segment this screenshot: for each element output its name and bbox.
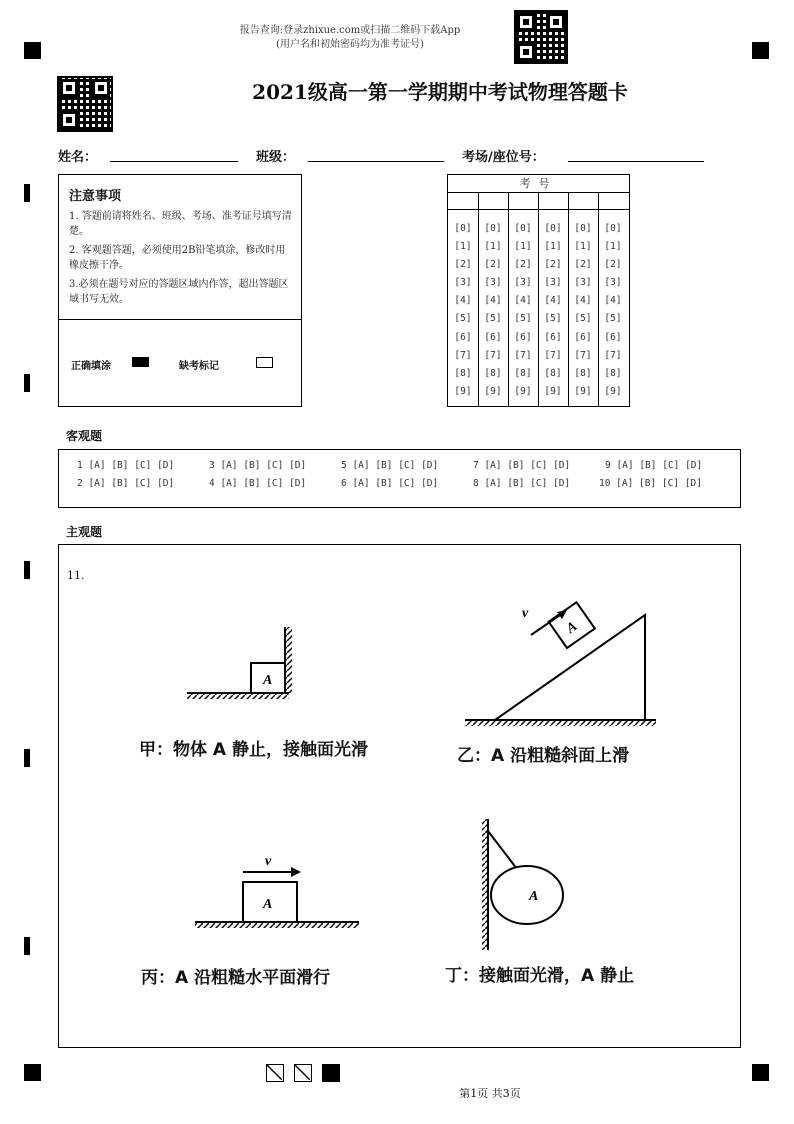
block-a-label: A	[263, 673, 273, 688]
timing-mark	[24, 184, 30, 202]
corner-mark-bottom-right	[752, 1064, 769, 1081]
exam-digit-option[interactable]: [0]	[514, 223, 532, 234]
qr-eye	[60, 79, 78, 97]
class-label: 班级：	[256, 150, 296, 165]
exam-digit-option[interactable]: [9]	[544, 385, 562, 397]
exam-digit-option[interactable]: [6]	[454, 331, 472, 343]
exam-digit-option[interactable]: [3]	[574, 277, 592, 289]
sheet-title: 2021级高一第一学期期中考试物理答题卡	[252, 80, 628, 104]
objective-question[interactable]: 9 [A] [B] [C] [D]	[605, 460, 703, 471]
exam-digit-option[interactable]: [8]	[484, 367, 502, 379]
name-field[interactable]	[110, 147, 238, 162]
corner-mark-bottom-left	[24, 1064, 41, 1081]
exam-digit-option[interactable]: [6]	[604, 331, 622, 343]
objective-question[interactable]: 8 [A] [B] [C] [D]	[473, 478, 571, 489]
figure-bing	[195, 854, 359, 928]
exam-number-header: 考号	[448, 175, 629, 193]
figure-jia	[187, 627, 292, 699]
exam-digit-option[interactable]: [7]	[574, 349, 592, 361]
query-line-1: 报告查询:登录zhixue.com或扫描二维码下载App	[239, 25, 461, 36]
figure-yi	[465, 602, 656, 726]
exam-digit-option[interactable]: [1]	[454, 241, 472, 253]
exam-digit-option[interactable]: [8]	[544, 367, 562, 379]
notice-box	[58, 174, 302, 407]
exam-digit-option[interactable]: [7]	[484, 349, 502, 361]
string	[488, 831, 517, 869]
corner-mark-top-left	[24, 42, 41, 59]
exam-digit-column[interactable]	[568, 220, 598, 401]
exam-digit-option[interactable]: [4]	[574, 295, 592, 307]
exam-digit-option[interactable]: [2]	[514, 259, 532, 271]
qr-eye	[547, 13, 565, 31]
timing-mark	[24, 749, 30, 767]
qr-eye	[517, 43, 535, 61]
exam-digit-option[interactable]: [6]	[574, 331, 592, 343]
correct-fill-label: 正确填涂	[71, 361, 111, 372]
objective-title: 客观题	[66, 429, 103, 443]
exam-digit-option[interactable]: [8]	[604, 367, 622, 379]
timing-mark	[24, 937, 30, 955]
page-mark-box	[266, 1064, 284, 1082]
exam-digit-option[interactable]: [4]	[604, 295, 622, 307]
exam-digit-option[interactable]: [9]	[484, 385, 502, 397]
sheet-qr-code	[57, 76, 113, 132]
exam-digit-option[interactable]: [4]	[484, 295, 502, 307]
exam-digit-option[interactable]: [3]	[604, 277, 622, 289]
correct-fill-sample	[132, 357, 149, 367]
exam-digit-option[interactable]: [3]	[514, 277, 532, 289]
exam-digit-column[interactable]	[598, 220, 628, 401]
exam-digit-option[interactable]: [3]	[544, 277, 562, 289]
caption-yi: 乙：A 沿粗糙斜面上滑	[457, 746, 630, 766]
exam-digit-option[interactable]: [6]	[514, 331, 532, 343]
exam-digit-option[interactable]: [1]	[484, 241, 502, 253]
notice-title: 注意事项	[69, 189, 122, 204]
qr-eye	[60, 111, 78, 129]
exam-digit-column[interactable]	[478, 220, 508, 401]
objective-question[interactable]: 4 [A] [B] [C] [D]	[209, 478, 307, 489]
exam-digit-option[interactable]: [2]	[454, 259, 472, 271]
subjective-title: 主观题	[66, 525, 103, 539]
exam-digit-option[interactable]: [5]	[454, 313, 472, 325]
absent-mark-label: 缺考标记	[179, 361, 219, 372]
exam-digit-option[interactable]: [5]	[514, 313, 532, 325]
notice-item: 2. 客观题答题，必须使用2B铅笔填涂，修改时用橡皮擦干净。	[69, 245, 286, 271]
timing-mark	[24, 561, 30, 579]
exam-digit-option[interactable]: [0]	[574, 223, 592, 234]
subjective-answer-area[interactable]	[58, 544, 741, 1048]
objective-question[interactable]: 7 [A] [B] [C] [D]	[473, 460, 571, 471]
exam-digit-column[interactable]	[448, 220, 478, 401]
page-number: 第1页 共3页	[459, 1087, 521, 1100]
velocity-label: v	[522, 606, 529, 621]
qr-eye	[92, 79, 110, 97]
ball-a-label: A	[529, 889, 539, 904]
exam-digit-option[interactable]: [9]	[604, 385, 622, 397]
exam-digit-option[interactable]: [3]	[484, 277, 502, 289]
exam-digit-option[interactable]: [2]	[604, 259, 622, 271]
block-a	[549, 602, 595, 648]
report-query-note	[210, 24, 490, 52]
exam-digit-option[interactable]: [7]	[544, 349, 562, 361]
velocity-label: v	[265, 854, 272, 869]
query-line-2: (用户名和初始密码均为准考证号)	[276, 39, 424, 50]
exam-digit-option[interactable]: [8]	[454, 367, 472, 379]
seat-label: 考场/座位号：	[462, 150, 545, 165]
page-mark-filled	[322, 1064, 340, 1082]
exam-digit-option[interactable]: [0]	[484, 223, 502, 234]
exam-digit-option[interactable]: [1]	[514, 241, 532, 253]
absent-mark-box[interactable]	[256, 357, 273, 368]
caption-jia: 甲：物体 A 静止，接触面光滑	[139, 740, 368, 760]
exam-digit-option[interactable]: [2]	[484, 259, 502, 271]
block-a-label: A	[263, 897, 273, 912]
corner-mark-top-right	[752, 42, 769, 59]
objective-question[interactable]: 2 [A] [B] [C] [D]	[77, 478, 175, 489]
timing-mark	[24, 374, 30, 392]
exam-digit-option[interactable]: [4]	[514, 295, 532, 307]
exam-digit-option[interactable]: [3]	[454, 277, 472, 289]
exam-digit-option[interactable]: [6]	[484, 331, 502, 343]
exam-digit-option[interactable]: [4]	[454, 295, 472, 307]
exam-digit-column[interactable]	[508, 220, 538, 401]
exam-digit-option[interactable]: [7]	[454, 349, 472, 361]
exam-digit-option[interactable]: [2]	[544, 259, 562, 271]
exam-digit-option[interactable]: [5]	[484, 313, 502, 325]
exam-number-grid	[447, 174, 630, 407]
block-a-label: A	[563, 619, 581, 637]
exam-digit-option[interactable]: [1]	[544, 241, 562, 253]
app-qr-code[interactable]	[514, 10, 568, 64]
figure-ding	[482, 819, 563, 950]
exam-digit-option[interactable]: [9]	[454, 385, 472, 397]
exam-digit-option[interactable]: [4]	[544, 295, 562, 307]
exam-digit-option[interactable]: [5]	[544, 313, 562, 325]
caption-ding: 丁：接触面光滑，A 静止	[445, 966, 635, 986]
page-mark-box	[294, 1064, 312, 1082]
objective-question[interactable]: 5 [A] [B] [C] [D]	[341, 460, 439, 471]
exam-digit-column[interactable]	[538, 220, 568, 401]
exam-digit-option[interactable]: [6]	[544, 331, 562, 343]
question-number: 11.	[67, 569, 85, 582]
exam-digit-option[interactable]: [8]	[574, 367, 592, 379]
objective-answer-area	[58, 449, 741, 508]
seat-field[interactable]	[568, 147, 704, 162]
qr-eye	[517, 13, 535, 31]
exam-digit-option[interactable]: [0]	[604, 223, 622, 234]
exam-digit-option[interactable]: [0]	[544, 223, 562, 234]
notice-item: 3.必须在题号对应的答题区域内作答，超出答题区域书写无效。	[69, 279, 289, 305]
class-field[interactable]	[308, 147, 444, 162]
exam-digit-option[interactable]: [8]	[514, 367, 532, 379]
notice-divider	[59, 319, 301, 320]
exam-digit-option[interactable]: [7]	[514, 349, 532, 361]
exam-digit-option[interactable]: [5]	[604, 313, 622, 325]
exam-digit-option[interactable]: [9]	[514, 385, 532, 397]
exam-digit-option[interactable]: [1]	[604, 241, 622, 253]
exam-digit-option[interactable]: [0]	[454, 223, 472, 234]
notice-item: 1. 答题前请将姓名、班级、考场、准考证号填写清楚。	[69, 211, 292, 237]
exam-digit-option[interactable]: [2]	[574, 259, 592, 271]
exam-digit-option[interactable]: [5]	[574, 313, 592, 325]
exam-digit-option[interactable]: [9]	[574, 385, 592, 397]
exam-digit-option[interactable]: [7]	[604, 349, 622, 361]
objective-question[interactable]: 10 [A] [B] [C] [D]	[599, 478, 702, 489]
objective-question[interactable]: 6 [A] [B] [C] [D]	[341, 478, 439, 489]
exam-digit-option[interactable]: [1]	[574, 241, 592, 253]
name-label: 姓名：	[58, 150, 98, 165]
caption-bing: 丙：A 沿粗糙水平面滑行	[141, 968, 331, 988]
ball-a	[491, 866, 563, 924]
objective-question[interactable]: 3 [A] [B] [C] [D]	[209, 460, 307, 471]
objective-question[interactable]: 1 [A] [B] [C] [D]	[77, 460, 175, 471]
